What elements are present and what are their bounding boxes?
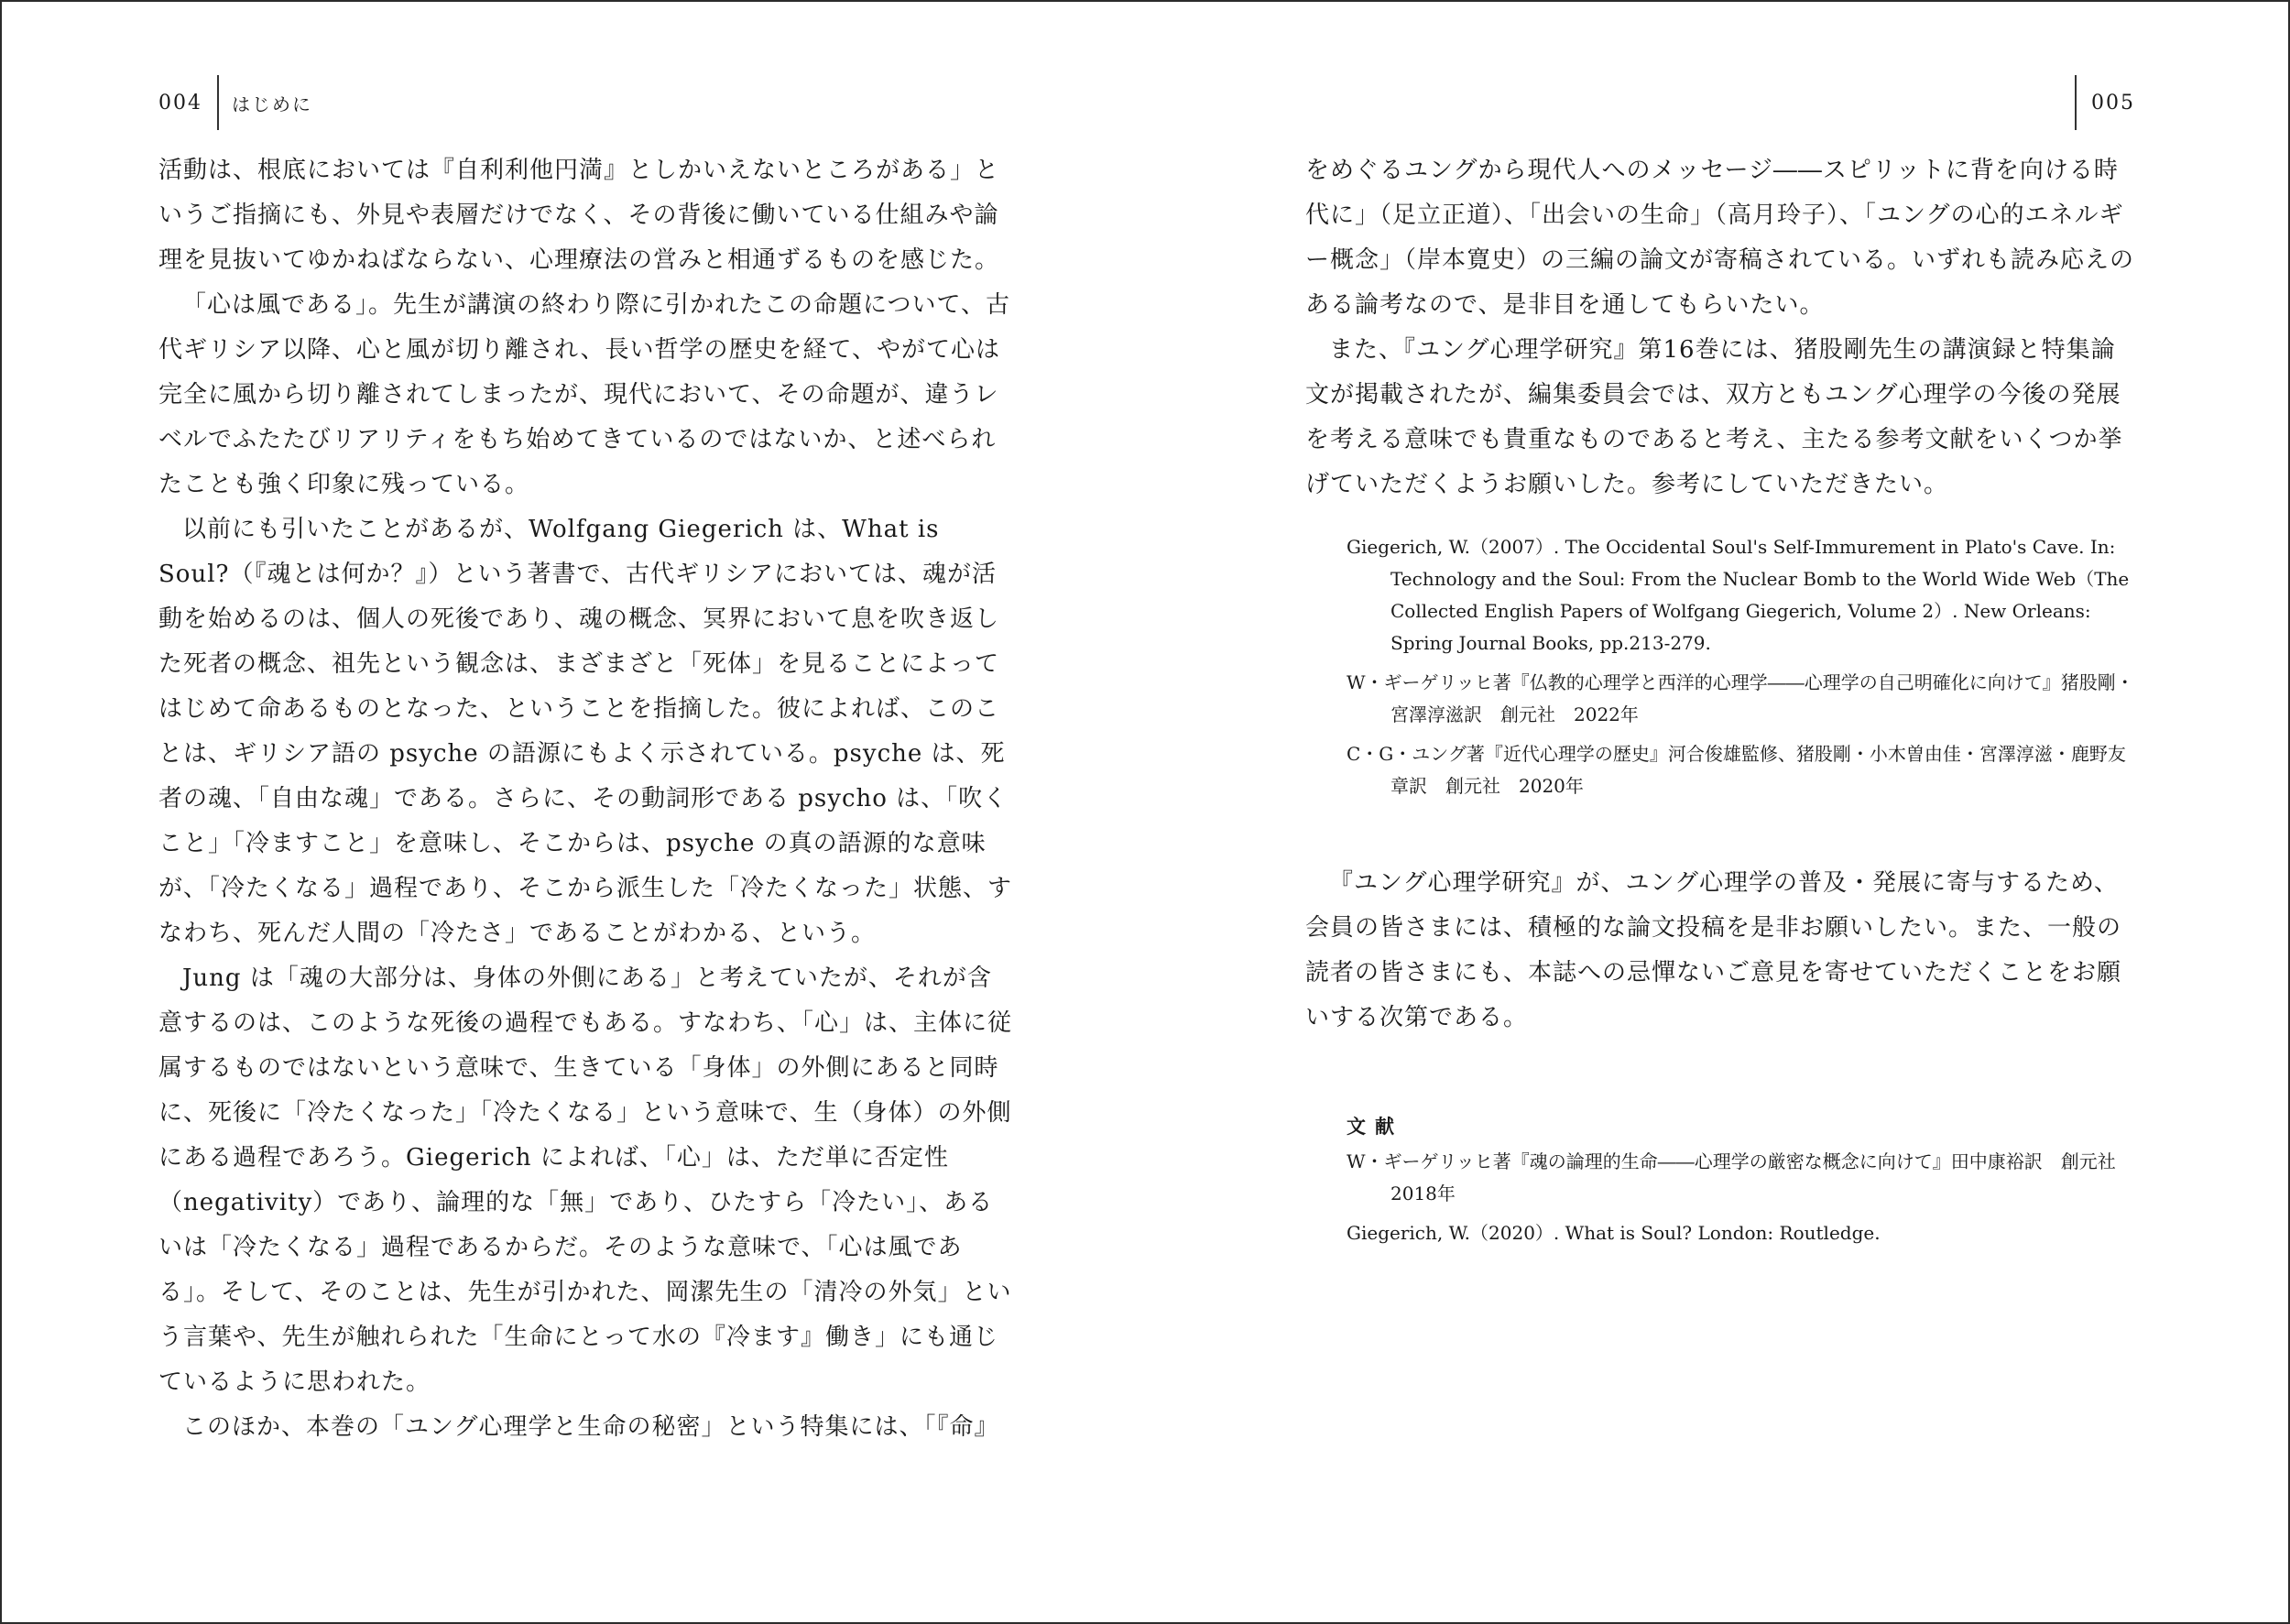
closing-text — [1305, 861, 2134, 1041]
reference-entry: C・G・ユング著『近代心理学の歴史』河合俊雄監修、猪股剛・小木曽由佳・宮澤淳滋・鹿野友章訳 創元社 2020年 — [1347, 743, 2126, 797]
page-number: 005 — [2091, 91, 2135, 114]
left-page — [2, 2, 1147, 1622]
page-number: 004 — [158, 91, 202, 114]
header-divider — [2075, 75, 2077, 130]
body-paragraph: をめぐるユングから現代人へのメッセージ――スピリットに背を向ける時代に」（足立正道）、「出会いの生命」（高月玲子）、「ユングの心的エネルギー概念」（岸本寛史）の三編の論文が寄稿されている。いずれも読み応えのある論考なので、是非目を通してもらいたい。 — [1305, 157, 2135, 319]
header-divider — [217, 75, 219, 130]
bibliography-heading: 文献 — [1347, 1115, 1403, 1138]
bibliography-entry: W・ギーゲリッヒ著『魂の論理的生命――心理学の厳密な概念に向けて』田中康裕訳 創元社 2018年 — [1347, 1150, 2134, 1204]
body-paragraph: Jung は「魂の大部分は、身体の外側にある」と考えていたが、それが含意するのは、このような死後の過程でもある。すなわち、「心」は、主体に従属するものではないという意味で、生きている「身体」の外側にあると同時に、死後に「冷たくなった」「冷たくなる」という意味で、生（身体）の外側にある過程であろう。Giegerich によれば、「心」は、ただ単に否定性（negativity）であり、論理的な「無」であり、ひたすら「冷たい」、あるいは「冷たくなる」過程であるからだ。そのような意味で、「心は風である」。そして、そのことは、先生が引かれた、岡潔先生の「清冷の外気」という言葉や、先生が触れられた「生命にとって水の『冷ます』働き」にも通じているように思われた。 — [158, 965, 1013, 1396]
body-paragraph: 活動は、根底においては『自利利他円満』としかいえないところがある」というご指摘にも、外見や表層だけでなく、その背後に働いている仕組みや論理を見抜いてゆかねばならない、心理療法の営みと相通ずるものを感じた。 — [158, 157, 1000, 274]
reference-list — [1347, 531, 2134, 810]
body-paragraph: 「心は風である」。先生が講演の終わり際に引かれたこの命題について、古代ギリシア以降、心と風が切り離され、長い哲学の歴史を経て、やがて心は完全に風から切り離されてしまったが、現代において、その命題が、違うレベルでふたたびリアリティをもち始めてきているのではないか、と述べられたことも強く印象に残っている。 — [158, 291, 1010, 498]
right-body-text — [1305, 148, 2134, 507]
reference-entry: W・ギーゲリッヒ著『仏教的心理学と西洋的心理学――心理学の自己明確化に向けて』猪股剛・宮澤淳滋訳 創元社 2022年 — [1347, 671, 2134, 725]
left-body-text — [158, 148, 1015, 1450]
bibliography — [1347, 1110, 2134, 1257]
closing-paragraph: 『ユング心理学研究』が、ユング心理学の普及・発展に寄与するため、会員の皆さまには、積極的な論文投稿を是非お願いしたい。また、一般の読者の皆さまにも、本誌への忌憚ないご意見を寄せていただくことをお願いする次第である。 — [1305, 869, 2122, 1031]
body-paragraph: このほか、本巻の「ユング心理学と生命の秘密」という特集には、「『命』 — [182, 1413, 999, 1441]
body-paragraph: また、『ユング心理学研究』第16巻には、猪股剛先生の講演録と特集論文が掲載されたが、編集委員会では、双方ともユング心理学の今後の発展を考える意味でも貴重なものであると考え、主たる参考文献をいくつか挙げていただくようお願いした。参考にしていただきたい。 — [1305, 336, 2123, 498]
running-title: はじめに — [232, 93, 312, 115]
body-paragraph: 以前にも引いたことがあるが、Wolfgang Giegerich は、What is Soul?（『魂とは何か？』）という著書で、古代ギリシアにおいては、魂が活動を始めるのは、個人の死後であり、魂の概念、冥界において息を吹き返した死者の概念、祖先という観念は、まざまざと「死体」を見ることによってはじめて命あるものとなった、ということを指摘した。彼によれば、このことは、ギリシア語の psyche の語源にもよく示されている。psyche は、死者の魂、「自由な魂」である。さらに、その動詞形である psycho は、「吹くこと」「冷ますこと」を意味し、そこからは、psyche の真の語源的な意味が、「冷たくなる」過程であり、そこから派生した「冷たくなった」状態、すなわち、死んだ人間の「冷たさ」であることがわかる、という。 — [158, 516, 1013, 947]
reference-entry: Giegerich, W.（2007）. The Occidental Soul's Self-Immurement in Plato's Cave. In: Technology and the Soul: From the Nuclear Bomb to the World Wide Web（The Collected English Papers of Wolfgang Giegerich, Volume 2）. New Orleans: Spring Journal Books, pp.213-279. — [1347, 536, 2130, 654]
bibliography-entry: Giegerich, W.（2020）. What is Soul? London: Routledge. — [1347, 1222, 1881, 1244]
left-page-header — [158, 82, 312, 123]
right-page-header — [2075, 82, 2135, 123]
